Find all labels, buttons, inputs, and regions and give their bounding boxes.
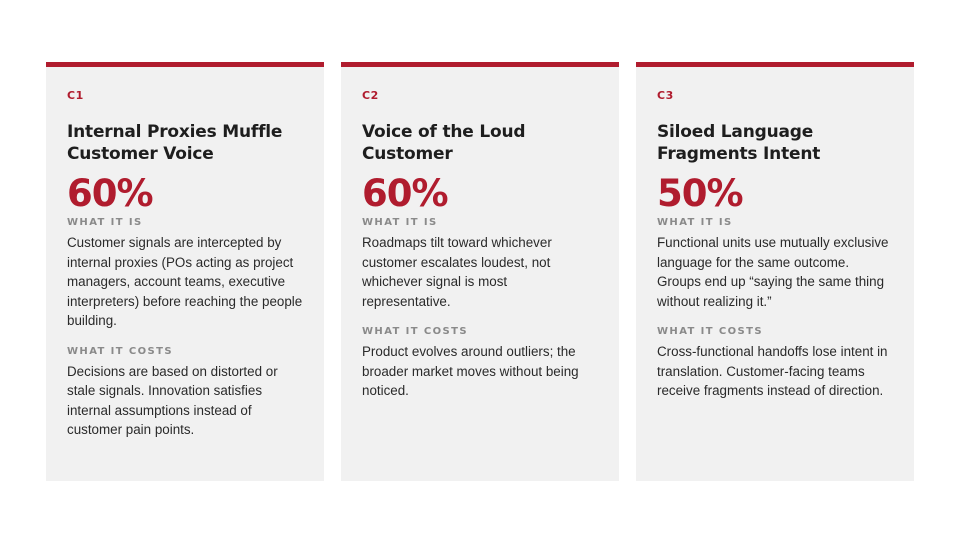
what-it-costs-text: Product evolves around outliers; the broader market moves without being noticed. [362,344,579,398]
what-it-is-text: Customer signals are intercepted by internal proxies (POs acting as project managers, account teams, executive interpreters) before reaching the people building. [67,235,303,328]
card-stat: 60% [67,172,153,215]
card-title: Siloed Language Fragments Intent [657,122,821,164]
what-it-is-label: WHAT IT IS [657,217,733,228]
card-c3 [636,62,914,481]
card-code: C3 [657,89,674,102]
what-it-costs-text: Decisions are based on distorted or stale signals. Innovation satisfies internal assumptions instead of customer pain points. [67,363,278,437]
card-stat: 60% [362,172,448,215]
what-it-is-text: Roadmaps tilt toward whichever customer escalates loudest, not whichever signal is most representative. [362,235,552,309]
card-stat: 50% [657,172,743,215]
what-it-is-text: Functional units use mutually exclusive language for the same outcome. Groups end up “saying the same thing without realizing it.” [657,235,889,309]
card-code: C2 [362,89,379,102]
what-it-is-label: WHAT IT IS [362,217,438,228]
card-c2 [341,62,619,481]
what-it-costs-label: WHAT IT COSTS [657,326,763,337]
what-it-costs-text: Cross-functional handoffs lose intent in translation. Customer-facing teams receive fragments instead of direction. [657,344,888,398]
what-it-is-label: WHAT IT IS [67,217,143,228]
what-it-costs-label: WHAT IT COSTS [362,326,468,337]
what-it-costs-label: WHAT IT COSTS [67,345,173,357]
card-code: C1 [67,89,84,102]
card-title: Voice of the Loud Customer [362,122,526,164]
card-c1 [46,62,324,481]
card-title: Internal Proxies Muffle Customer Voice [67,122,283,164]
